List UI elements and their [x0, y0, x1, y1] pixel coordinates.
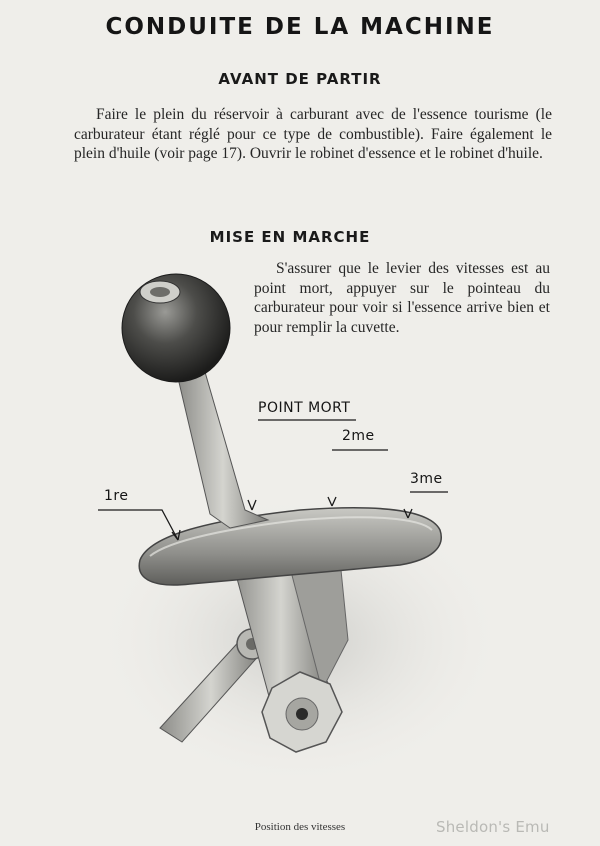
label-third-gear: 3me — [410, 471, 443, 487]
paragraph-avant-de-partir: Faire le plein du réservoir à carburant avec de l'essence tourisme (le carburateur étant réglé pour ce type de combustible). Faire également le plein d'huile (voir page 17). Ouvrir le robinet d'essence et le robinet d'huile. — [74, 106, 552, 162]
label-second-gear: 2me — [342, 428, 375, 444]
figure-caption: Position des vitesses — [254, 821, 346, 833]
section-heading-avant-de-partir: AVANT DE PARTIR — [218, 70, 382, 88]
label-point-mort: POINT MORT — [258, 400, 351, 416]
label-first-gear: 1re — [104, 488, 129, 504]
paragraph-mise-en-marche: S'assurer que le levier des vitesses est au point mort, appuyer sur le pointeau du carburateur pour voir si l'essence arrive bien et pour remplir la cuvette. — [254, 260, 550, 336]
page-title: CONDUITE DE LA MACHINE — [105, 14, 495, 40]
section-heading-mise-en-marche: MISE EN MARCHE — [209, 228, 371, 246]
watermark: Sheldon's Emu — [436, 818, 550, 836]
